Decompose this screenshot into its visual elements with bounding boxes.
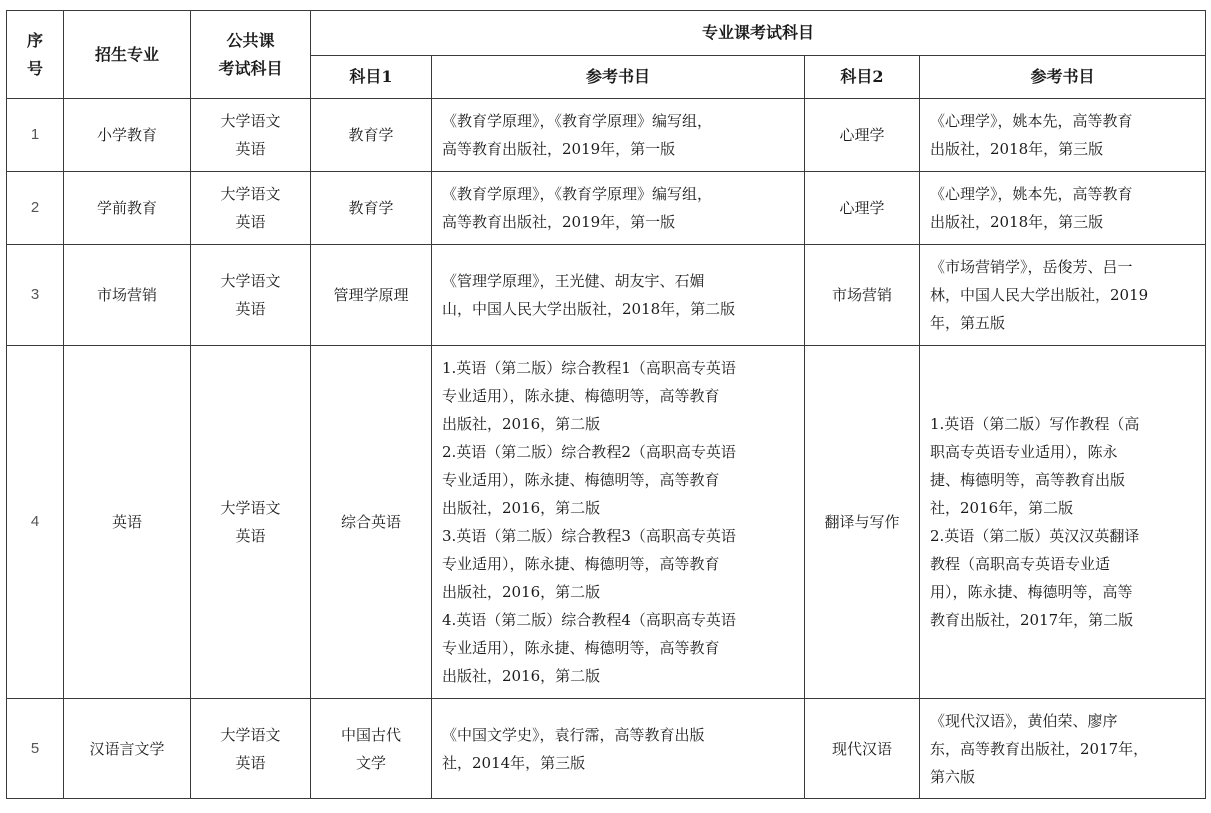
header-books-1: 参考书目 <box>432 56 805 99</box>
header-major: 招生专业 <box>64 11 191 99</box>
cell-seq: 3 <box>7 245 64 346</box>
cell-major: 英语 <box>64 346 191 699</box>
header-subject-1: 科目1 <box>311 56 432 99</box>
cell-books-1: 1.英语（第二版）综合教程1（高职高专英语 专业适用），陈永捷、梅德明等，高等教育 出版社，2016，第二版 2.英语（第二版）综合教程2（高职高专英语 专业适用），陈永捷、梅德明等，高等教育 出版社，2016，第二版 3.英语（第二版）综合教程3（高职高专英语 专业适用），陈永捷、梅德明等，高等教育 出版社，2016，第二版 4.英语（第二版）综合教程4（高职高专英语 专业适用），陈永捷、梅德明等，高等教育 出版社，2016，第二版 <box>432 346 805 699</box>
cell-major: 学前教育 <box>64 172 191 245</box>
cell-subject-1: 教育学 <box>311 172 432 245</box>
cell-major: 汉语言文学 <box>64 699 191 799</box>
cell-public-course: 大学语文 英语 <box>191 245 311 346</box>
cell-subject-1: 教育学 <box>311 99 432 172</box>
cell-subject-2: 市场营销 <box>805 245 920 346</box>
cell-public-course: 大学语文 英语 <box>191 346 311 699</box>
cell-public-course: 大学语文 英语 <box>191 172 311 245</box>
table-row <box>7 346 1206 699</box>
cell-subject-1: 综合英语 <box>311 346 432 699</box>
cell-public-course: 大学语文 英语 <box>191 99 311 172</box>
cell-seq: 1 <box>7 99 64 172</box>
cell-subject-2: 心理学 <box>805 172 920 245</box>
header-public-course: 公共课 考试科目 <box>191 11 311 99</box>
header-subject-2: 科目2 <box>805 56 920 99</box>
cell-subject-2: 现代汉语 <box>805 699 920 799</box>
cell-books-2: 《现代汉语》，黄伯荣、廖序 东，高等教育出版社，2017年， 第六版 <box>920 699 1206 799</box>
cell-books-2: 《心理学》，姚本先，高等教育 出版社，2018年，第三版 <box>920 99 1206 172</box>
cell-books-1: 《管理学原理》，王光健、胡友宇、石媚 山，中国人民大学出版社，2018年，第二版 <box>432 245 805 346</box>
cell-subject-1: 管理学原理 <box>311 245 432 346</box>
table-row <box>7 699 1206 799</box>
cell-public-course: 大学语文 英语 <box>191 699 311 799</box>
cell-books-2: 《市场营销学》，岳俊芳、吕一 林，中国人民大学出版社，2019 年，第五版 <box>920 245 1206 346</box>
header-seq: 序 号 <box>7 11 64 99</box>
header-professional-course: 专业课考试科目 <box>311 11 1206 56</box>
cell-books-1: 《教育学原理》，《教育学原理》编写组， 高等教育出版社，2019年，第一版 <box>432 172 805 245</box>
exam-subjects-table <box>6 10 1206 799</box>
cell-major: 市场营销 <box>64 245 191 346</box>
table-row <box>7 245 1206 346</box>
cell-subject-2: 翻译与写作 <box>805 346 920 699</box>
cell-books-2: 1.英语（第二版）写作教程（高 职高专英语专业适用），陈永 捷、梅德明等，高等教育出版 社，2016年，第二版 2.英语（第二版）英汉汉英翻译 教程（高职高专英语专业适 用），陈永捷、梅德明等，高等 教育出版社，2017年，第二版 <box>920 346 1206 699</box>
cell-books-2: 《心理学》，姚本先，高等教育 出版社，2018年，第三版 <box>920 172 1206 245</box>
cell-seq: 2 <box>7 172 64 245</box>
cell-books-1: 《中国文学史》，袁行霈，高等教育出版 社，2014年，第三版 <box>432 699 805 799</box>
cell-major: 小学教育 <box>64 99 191 172</box>
cell-subject-1: 中国古代 文学 <box>311 699 432 799</box>
cell-subject-2: 心理学 <box>805 99 920 172</box>
table-row <box>7 172 1206 245</box>
header-row-1 <box>7 11 1206 56</box>
table-row <box>7 99 1206 172</box>
cell-seq: 5 <box>7 699 64 799</box>
header-books-2: 参考书目 <box>920 56 1206 99</box>
cell-books-1: 《教育学原理》，《教育学原理》编写组， 高等教育出版社，2019年，第一版 <box>432 99 805 172</box>
cell-seq: 4 <box>7 346 64 699</box>
